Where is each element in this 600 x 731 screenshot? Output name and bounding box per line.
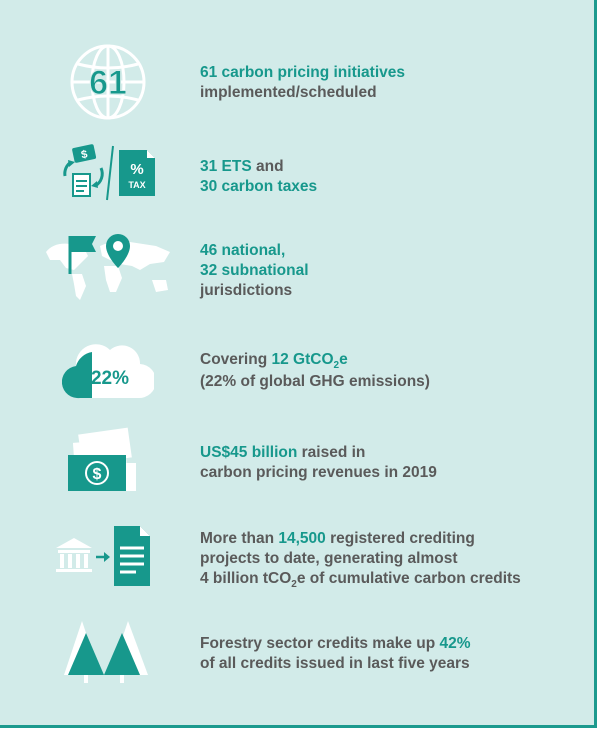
stat-text-crediting-projects: More than 14,500 registered crediting projects to date, generating almost 4 billion tCO$_2$e of cumulative carbon credits <box>200 529 580 591</box>
money-icon <box>62 425 162 497</box>
bank-document-icon <box>52 520 152 590</box>
jurisdictions-label: jurisdictions <box>200 282 293 299</box>
stat-text-jurisdictions <box>200 241 580 301</box>
projects-count: 14,500 <box>278 530 326 547</box>
taxes-count: 30 carbon taxes <box>200 178 318 195</box>
initiatives-count: 61 carbon pricing initiatives <box>200 64 406 81</box>
initiatives-desc: implemented/scheduled <box>200 84 377 101</box>
globe-icon <box>68 42 168 122</box>
stat-text-forestry: Forestry sector credits make up 42% of all credits issued in last five years <box>200 635 471 672</box>
svg-text:%: % <box>130 161 144 178</box>
svg-text:$: $ <box>80 148 89 162</box>
emissions-share: (22% of global GHG emissions) <box>200 373 430 390</box>
cloud-icon <box>62 340 162 400</box>
national-count: 46 national, <box>200 242 286 259</box>
svg-text:$: $ <box>92 466 102 483</box>
subnational-count: 32 subnational <box>200 262 309 279</box>
cloud-percent: 22% <box>90 368 130 389</box>
gtco2e-value: 12 GtCO$_2$e <box>271 351 348 371</box>
stat-text-emissions: Covering 12 GtCO$_2$e (22% of global GHG emissions) <box>200 350 580 392</box>
ets-tax-icon <box>55 140 155 202</box>
globe-number: 61 <box>89 64 127 102</box>
stat-text-initiatives <box>200 63 580 103</box>
cumulative-credits: 4 billion tCO$_2$e of cumulative carbon credits <box>200 570 521 590</box>
revenue-desc: carbon pricing revenues in 2019 <box>200 464 437 481</box>
stat-text-ets-taxes: 31 ETS and 30 carbon taxes <box>200 158 318 195</box>
forestry-share: 42% <box>439 635 471 652</box>
world-map-flag-pin-icon <box>40 230 140 310</box>
stat-text-revenues: US$45 billion raised in carbon pricing revenues in 2019 <box>200 443 580 483</box>
ets-count: 31 ETS <box>200 158 252 175</box>
forest-icon <box>60 615 160 683</box>
svg-text:TAX: TAX <box>128 180 146 190</box>
revenue-amount: US$45 billion <box>200 444 298 461</box>
